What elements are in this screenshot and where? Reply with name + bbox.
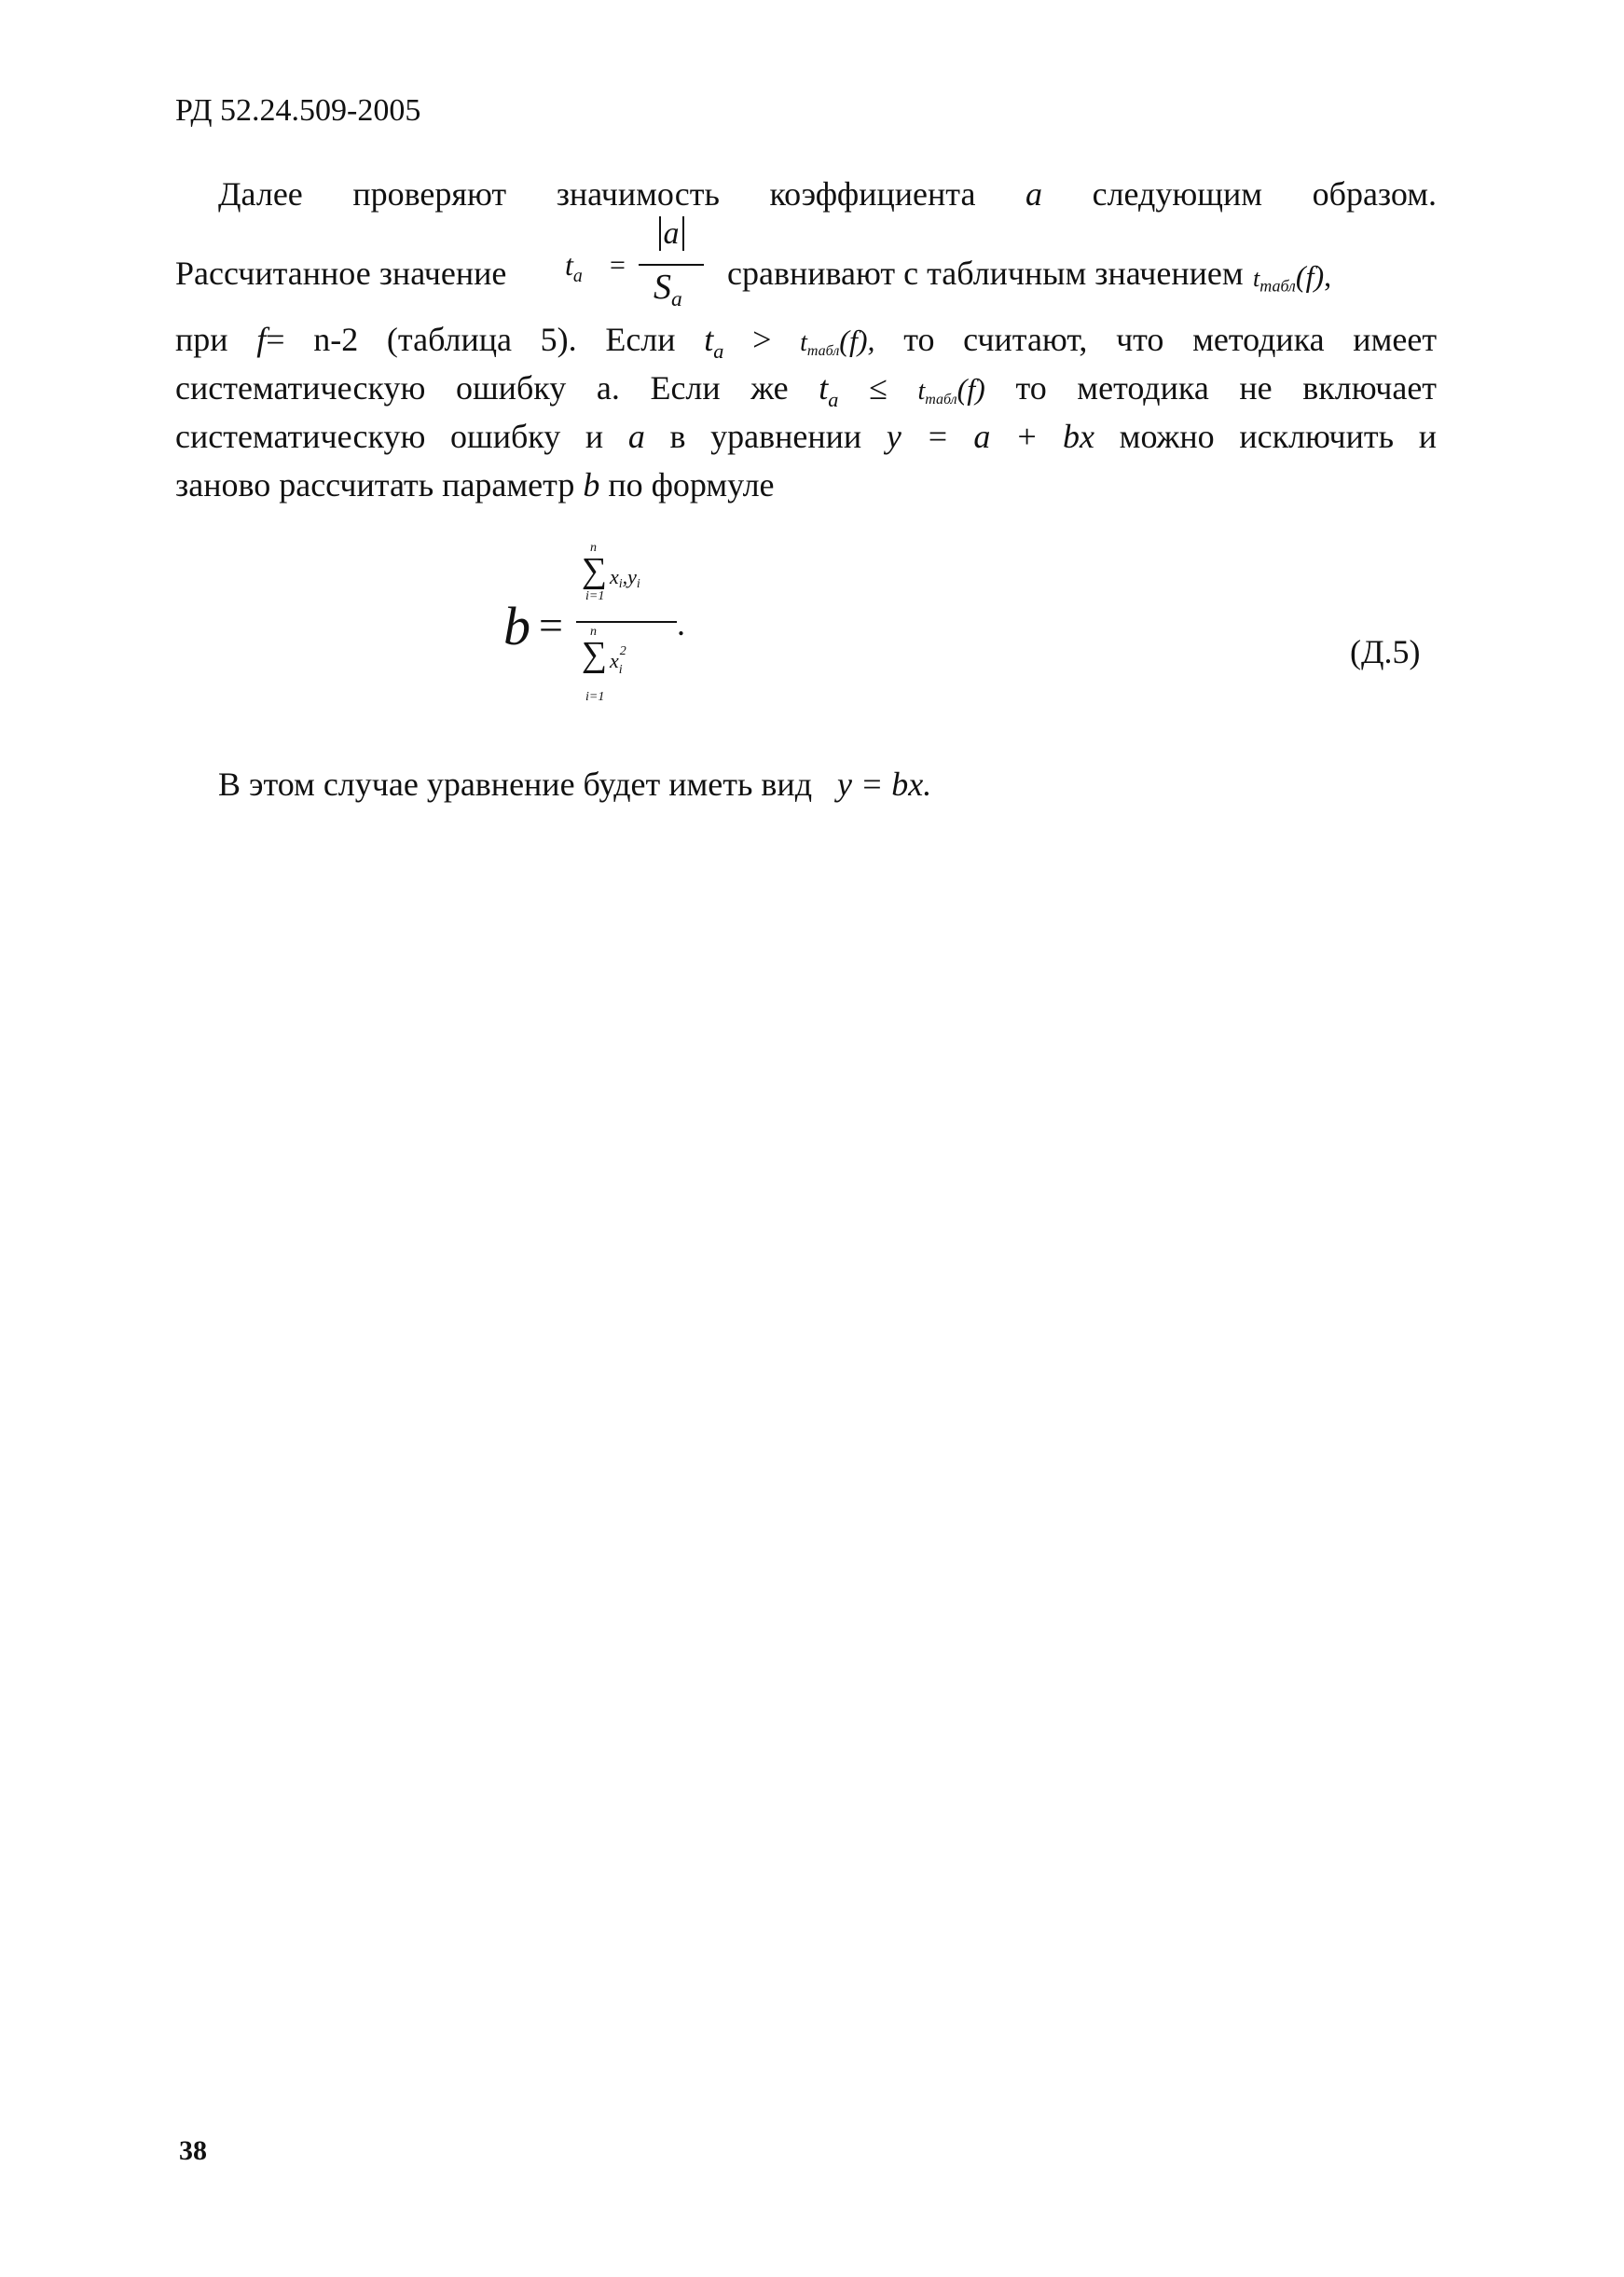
page-number: 38 — [179, 2135, 207, 2166]
paragraph-line-2: Рассчитанное значение $t_a$ = a $S_a$ сравнивают с табличным значением $t_{табл}(f)$, — [175, 213, 1437, 315]
paragraph-line-5: систематическую ошибку и a в уравнении y = a + bx можно исключить и — [175, 418, 1437, 455]
paragraph-line-4: систематическую ошибку a. Если же $t_a$ ≤ tтабл(f) то методика не включает — [175, 369, 1438, 411]
equation-number: (Д.5) — [1350, 633, 1421, 670]
fraction-abs-a-over-sa: a — [639, 213, 704, 252]
fraction-bar — [639, 264, 704, 266]
paragraph-line-1: Далее проверяют значимость коэффициента a следующим образом. — [218, 175, 1438, 213]
document-header: РД 52.24.509-2005 — [175, 93, 421, 128]
paragraph-2: В этом случае уравнение будет иметь вид y = bx. — [218, 766, 932, 803]
paragraph-line-3: при f= n-2 (таблица 5). Если $t_a$ > tтабл(f), то считают, что методика имеет — [175, 321, 1438, 363]
equation-d5: b = n ∑ xi,yi i=1 . n ∑ x 2 i i=1 — [503, 541, 685, 704]
t-a-symbol: $t_a$ — [565, 248, 583, 286]
equation-fraction-bar — [576, 621, 677, 623]
t-tabl-symbol: $t_{табл}(f)$, — [1253, 259, 1332, 296]
paragraph-line-6: заново рассчитать параметр b по формуле — [175, 466, 775, 504]
